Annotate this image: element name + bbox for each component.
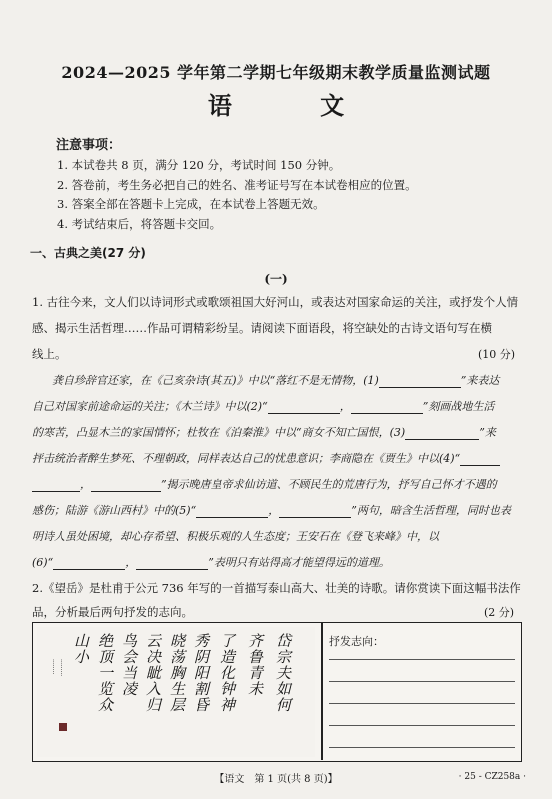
calligraphy-column: 山小 — [72, 633, 90, 665]
answer-blank-3[interactable] — [405, 427, 479, 440]
passage-line: ， ”揭示晚唐皇帝求仙访道、不顾民生的荒唐行为，抒写自己怀才不遇的 — [32, 476, 497, 492]
passage-line: 感伤；陆游《游山西村》中的(5)“ ， ”两句，暗含生活哲理，同时也表 — [32, 504, 511, 517]
answer-line[interactable] — [329, 747, 515, 748]
part-heading: (一) — [264, 272, 288, 286]
notice-item: 1. 本试卷共 8 页，满分 120 分，考试时间 150 分钟。 — [57, 158, 341, 172]
answer-blank-4a[interactable] — [460, 453, 500, 466]
calligraphy-column: 绝顶一览众 — [96, 633, 114, 713]
passage-line: 抨击统治者醉生梦死、不理朝政，同样表达自己的忧患意识；李商隐在《贾生》中以(4)“ — [32, 450, 500, 466]
subject-title: 语 文 — [207, 91, 385, 120]
calligraphy-artwork — [37, 627, 315, 757]
calligraphy-inscription: ········· — [57, 659, 64, 677]
seal-stamp — [59, 723, 67, 731]
answer-blank-1[interactable] — [379, 375, 461, 388]
answer-blank-4b[interactable] — [32, 479, 80, 492]
answer-blank-6b[interactable] — [136, 557, 208, 570]
notice-item: 4. 考试结束后，将答题卡交回。 — [57, 217, 222, 231]
q1-line: 感、揭示生活哲理……作品可谓精彩纷呈。请阅读下面语段，将空缺处的古诗文语句写在横 — [32, 321, 492, 335]
calligraphy-column: 齐鲁青未 — [246, 633, 264, 697]
answer-blank-6a[interactable] — [53, 557, 125, 570]
passage-line: 自己对国家前途命运的关注；《木兰诗》中以(2)“ ， ”刻画战地生活 — [32, 400, 495, 413]
footer-code: · 25 - CZ258a · — [458, 772, 526, 782]
box-divider — [321, 623, 323, 760]
answer-line[interactable] — [329, 659, 515, 660]
calligraphy-inscription: ········ — [49, 659, 56, 675]
calligraphy-column: 晓荡胸生层 — [168, 633, 186, 713]
calligraphy-column: 鸟会当凌 — [120, 633, 138, 697]
q2-line: 2.《望岳》是杜甫于公元 736 年写的一首描写泰山高大、壮美的诗歌。请你赏读下面这幅书法作 — [32, 581, 521, 595]
notice-item: 3. 答案全部在答题卡上完成，在本试卷上答题无效。 — [57, 197, 325, 211]
q2-score: (2 分) — [484, 606, 515, 619]
passage-line: (6)“ ， ”表明只有站得高才能望得远的道理。 — [32, 556, 390, 569]
passage-line: 明诗人虽处困境，却心存希望、积极乐观的人生态度；王安石在《登飞来峰》中，以 — [32, 530, 439, 543]
answer-line[interactable] — [329, 681, 515, 682]
q2-line: 品，分析最后两句抒发的志向。 — [32, 605, 193, 619]
passage-line: 的寒苦，凸显木兰的家国情怀；杜牧在《泊秦淮》中以“商女不知亡国恨，(3) ”来 — [32, 426, 496, 439]
calligraphy-column: 岱宗夫如何 — [274, 633, 292, 713]
section-heading: 一、古典之美(27 分) — [30, 246, 146, 260]
calligraphy-column: 秀阴阳割昏 — [192, 633, 210, 713]
answer-box — [32, 622, 522, 762]
answer-label: 抒发志向： — [329, 635, 384, 648]
exam-title: 2024—2025 学年第二学期七年级期末教学质量监测试题 — [61, 63, 491, 82]
q1-line: 线上。 — [32, 347, 67, 361]
answer-line[interactable] — [329, 725, 515, 726]
answer-blank-4c[interactable] — [91, 479, 161, 492]
q1-line: 1. 古往今来，文人们以诗词形式或歌颂祖国大好河山，或表达对国家命运的关注，或抒发个人情 — [32, 295, 519, 309]
answer-blank-2b[interactable] — [351, 401, 423, 414]
page-footer: 【语文 第 1 页(共 8 页)】 — [214, 774, 338, 785]
calligraphy-column: 云决眦入归 — [144, 633, 162, 713]
answer-blank-5b[interactable] — [279, 505, 351, 518]
notice-heading: 注意事项： — [56, 138, 122, 153]
answer-blank-2a[interactable] — [268, 401, 340, 414]
q1-score: (10 分) — [478, 348, 516, 361]
passage-line: 龚自珍辞官还家，在《己亥杂诗(其五)》中以“落红不是无情物，(1) ”来表达 — [52, 374, 500, 387]
calligraphy-column: 了造化钟神 — [218, 633, 236, 713]
answer-blank-5a[interactable] — [196, 505, 268, 518]
answer-line[interactable] — [329, 703, 515, 704]
notice-item: 2. 答卷前，考生务必把自己的姓名、准考证号写在本试卷相应的位置。 — [57, 178, 417, 192]
